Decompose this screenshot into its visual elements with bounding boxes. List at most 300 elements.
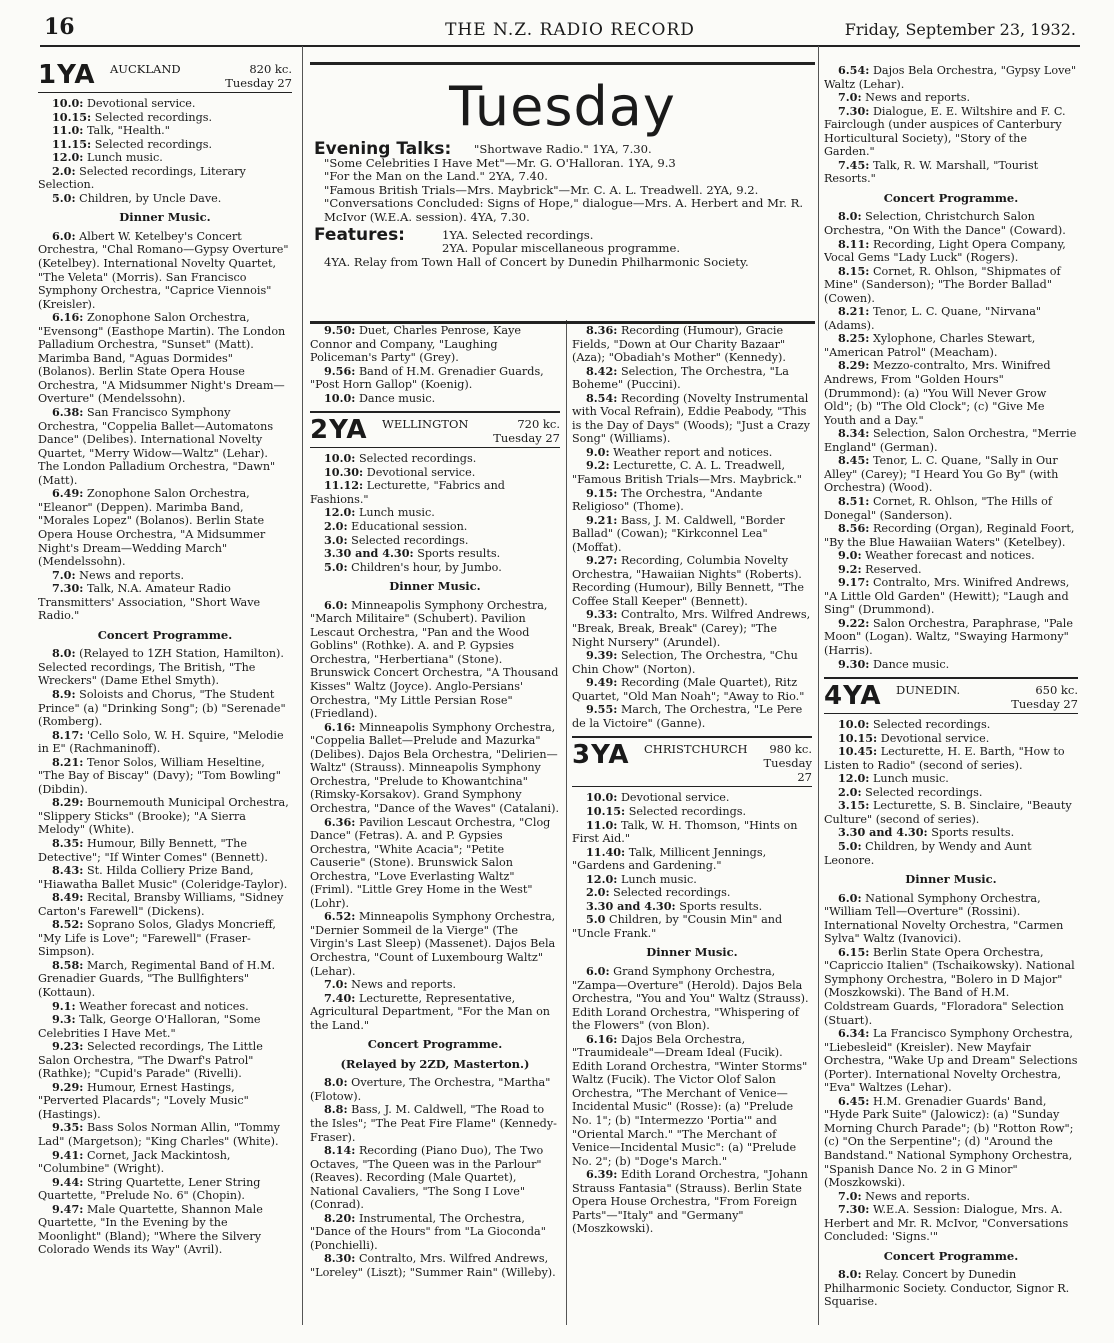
programme-entry: [572, 805, 812, 819]
station-header-3ya: [572, 742, 812, 787]
entry-time: 7.0:: [52, 567, 76, 582]
entry-time: 6.36:: [324, 814, 356, 829]
programme-entry: [310, 547, 560, 561]
entry-text: Selected recordings.: [358, 452, 477, 466]
entry-time: 6.0:: [586, 963, 610, 978]
entry-text: Humour, Billy Bennett, "The Detective"; "If Winter Comes" (Bennett).: [38, 836, 268, 864]
programme-entry: [38, 864, 292, 891]
programme-entry: [310, 599, 560, 721]
entry-time: 9.2:: [586, 458, 610, 473]
programme-entry: [38, 1040, 292, 1081]
programme-entry: [824, 549, 1078, 563]
entry-time: 9.27:: [586, 553, 618, 568]
entry-time: 8.14:: [324, 1143, 356, 1158]
entry-text: San Francisco Symphony Orchestra, "Coppelia Ballet—Automatons Dance" (Delibes). International Novelty Quartet, "Merry Widow—Waltz" (Lehar). The London Palladium Orchestra, "Dawn" (Matt).: [38, 406, 276, 487]
entry-text: Lecturette, S. B. Sinclaire, "Beauty Culture" (second of series).: [824, 799, 1072, 826]
entry-text: Dance music.: [872, 657, 950, 671]
programme-entry: [572, 446, 812, 460]
entry-time: 9.2:: [838, 561, 862, 576]
entry-time: 2.0:: [838, 784, 862, 799]
entry-text: Selected recordings.: [628, 804, 747, 818]
programme-entry: [38, 582, 292, 623]
entry-time: 6.0:: [324, 597, 348, 612]
programme-entry: [572, 703, 812, 730]
talk-item: "Some Celebrities I Have Met"—Mr. G. O'Halloran. 1YA, 9.3: [324, 155, 676, 170]
programme-entry: [572, 1168, 812, 1236]
entry-time: 9.47:: [52, 1201, 84, 1216]
entry-text: Weather forecast and notices.: [79, 999, 249, 1013]
station-call-sign: 3YA: [572, 740, 630, 771]
programme-entry: [38, 1000, 292, 1014]
entry-text: H.M. Grenadier Guards' Band, "Hyde Park Suite" (Jalowicz): (a) "Sunday Morning Church Parade"; (b) "Rotton Row"; (c) "On the Serpentine"; (d) "Around the Bandstand." National Symphony Orchestra, "Spanish Dance No. 2 in G Minor" (Moszkowski).: [824, 1094, 1074, 1190]
entry-text: Selection, The Orchestra, "Chu Chin Chow" (Norton).: [572, 649, 798, 676]
entry-time: 10.0:: [324, 451, 356, 466]
entry-text: Recording (Male Quartet), Ritz Quartet, "Old Man Noah"; "Away to Rio.": [572, 676, 805, 703]
entry-text: W.E.A. Session: Dialogue, Mrs. A. Herbert and Mr. R. McIvor, "Conversations Concluded: 'Signs.'": [824, 1203, 1069, 1244]
entry-time: 9.33:: [586, 607, 618, 622]
entry-time: 8.21:: [838, 304, 870, 319]
dinner-4ya: [824, 892, 1078, 1244]
programme-entry: [824, 799, 1078, 826]
entry-time: 7.0:: [324, 977, 348, 992]
entry-text: Lunch music.: [358, 506, 435, 520]
entry-time: 11.0:: [586, 817, 618, 832]
entry-text: Lecturette, Representative, Agricultural Department, "For the Man on the Land.": [310, 991, 551, 1032]
entry-time: 8.0:: [52, 646, 76, 661]
programme-entry: [824, 840, 1078, 867]
entry-text: Bournemouth Municipal Orchestra, "Slippery Sticks" (Brooke); "A Sierra Melody" (White).: [38, 796, 289, 837]
entry-text: Sports results.: [417, 547, 501, 561]
entry-text: March, The Orchestra, "Le Pere de la Victoire" (Ganne).: [572, 703, 803, 730]
programme-entry: [824, 427, 1078, 454]
programme-entry: [310, 1144, 560, 1212]
entry-time: 8.51:: [838, 493, 870, 508]
entry-time: 9.21:: [586, 512, 618, 527]
entry-time: 9.15:: [586, 485, 618, 500]
programme-entry: [310, 520, 560, 534]
section-heading: Concert Programme.: [97, 627, 233, 642]
entry-time: 6.52:: [324, 909, 356, 924]
programme-entry: [310, 479, 560, 506]
entry-text: Talk, N.A. Amateur Radio Transmitters' Association, "Short Wave Radio.": [38, 582, 261, 623]
entry-time: 12.0:: [838, 771, 870, 786]
entry-text: News and reports.: [865, 91, 971, 105]
programme-entry: [824, 105, 1078, 159]
programme-entry: [310, 561, 560, 575]
programme-entry: [38, 1081, 292, 1122]
entry-time: 10.0:: [324, 390, 356, 405]
entry-text: (Relayed to 1ZH Station, Hamilton). Selected recordings, The British, "The Wreckers" (Dame Ethel Smyth).: [38, 647, 284, 688]
entry-text: Educational session.: [351, 520, 468, 534]
entry-text: Selection, Salon Orchestra, "Merrie England" (German).: [824, 427, 1077, 454]
tuesday-summary-box: [310, 62, 815, 324]
station-header-2ya: [310, 417, 560, 448]
entry-time: 8.17:: [52, 727, 84, 742]
programme-entry: [572, 846, 812, 873]
station-city: WELLINGTON: [382, 417, 469, 432]
entry-time: 9.49:: [586, 675, 618, 690]
entry-text: Sports results.: [931, 826, 1015, 840]
entry-time: 8.42:: [586, 363, 618, 378]
entry-text: Xylophone, Charles Stewart, "American Patrol" (Meacham).: [824, 332, 1036, 359]
evening-talks-label: Evening Talks:: [314, 139, 452, 159]
entry-time: 11.12:: [324, 478, 364, 493]
entry-time: 10.0:: [586, 790, 618, 805]
header-rule: [40, 45, 1080, 47]
programme-entry: [824, 718, 1078, 732]
entry-text: Edith Lorand Orchestra, "Johann Strauss Fantasia" (Strauss). Berlin State Opera House Orchestra, "From Foreign Parts"—"Italy" and "Germany" (Moszkowski).: [572, 1168, 808, 1236]
entry-time: 7.45:: [838, 157, 870, 172]
programme-entry: [824, 238, 1078, 265]
programme-entry: [38, 688, 292, 729]
entry-time: 11.15:: [52, 136, 92, 151]
entry-time: 10.15:: [586, 803, 626, 818]
entry-text: Selected recordings.: [613, 886, 731, 900]
entry-text: La Francisco Symphony Orchestra, "Liebesleid" (Kreisler). New Mayfair Orchestra, "Wake Up and Dream" Selections (Porter). International Novelty Orchestra, "Eva" Waltzes (Lehar).: [824, 1027, 1078, 1095]
programme-entry: [572, 365, 812, 392]
entry-time: 9.44:: [52, 1174, 84, 1189]
programme-entry: [38, 192, 292, 206]
entry-time: 7.30:: [838, 103, 870, 118]
programme-entry: [310, 978, 560, 992]
programme-entry: [824, 786, 1078, 800]
entry-time: 2.0:: [52, 163, 76, 178]
entry-text: Band of H.M. Grenadier Guards, "Post Horn Gallop" (Koenig).: [310, 364, 544, 392]
programme-entry: [310, 721, 560, 816]
dinner-1ya: [38, 230, 292, 623]
concert-3ya: [824, 210, 1078, 671]
programme-entry: [310, 466, 560, 480]
programme-entry: [310, 816, 560, 911]
entry-text: Bass Solos Norman Allin, "Tommy Lad" (Margetson); "King Charles" (White).: [38, 1121, 280, 1149]
programme-entry: [572, 676, 812, 703]
programme-entry: [310, 1076, 560, 1103]
programme-entry: [824, 454, 1078, 495]
entry-text: Selected recordings.: [351, 533, 469, 547]
entry-text: Cornet, Jack Mackintosh, "Columbine" (Wright).: [38, 1148, 231, 1176]
station-day: Tuesday 27: [763, 756, 812, 785]
station-city: DUNEDIN.: [896, 683, 961, 698]
entry-time: 6.34:: [838, 1026, 870, 1041]
programme-entry: [38, 959, 292, 1000]
programme-entry: [38, 837, 292, 864]
programme-entry: [824, 892, 1078, 946]
entry-text: Bass, J. M. Caldwell, "The Road to the Isles"; "The Peat Fire Flame" (Kennedy-Fraser).: [310, 1103, 557, 1144]
station-call-sign: 2YA: [310, 415, 368, 446]
programme-entry: [38, 230, 292, 311]
entry-time: 8.0:: [838, 1267, 862, 1282]
entry-text: Selected recordings.: [94, 137, 213, 151]
entry-time: 8.54:: [586, 390, 618, 405]
entry-time: 8.49:: [52, 890, 84, 905]
programme-entry: [310, 324, 560, 365]
entry-time: 9.1:: [52, 998, 76, 1013]
entry-time: 9.35:: [52, 1120, 84, 1135]
entry-time: 3.30 and 4.30:: [838, 825, 928, 840]
entry-time: 8.20:: [324, 1210, 356, 1225]
programme-entry: [824, 617, 1078, 658]
entry-time: 6.54:: [838, 64, 870, 77]
entry-time: 8.15:: [838, 263, 870, 278]
entries-4ya: [824, 718, 1078, 867]
programme-entry: [572, 514, 812, 555]
entry-time: 9.30:: [838, 656, 870, 671]
programme-entry: [824, 332, 1078, 359]
station-call-sign: 1YA: [38, 62, 96, 90]
column-divider: [818, 46, 819, 1325]
masthead: THE N.Z. RADIO RECORD: [445, 20, 695, 40]
section-heading: Dinner Music.: [646, 945, 738, 960]
programme-entry: [824, 305, 1078, 332]
entry-text: Grand Symphony Orchestra, "Zampa—Overture" (Herold). Dajos Bela Orchestra, "You and You" Waltz (Strauss). Edith Lorand Orchestra, "Whispering of the Flowers" (von Blon).: [572, 964, 809, 1033]
entry-text: National Symphony Orchestra, "William Tell—Overture" (Rossini). International Novelty Orchestra, "Carmen Sylva" Waltz (Ivanovici).: [824, 891, 1064, 946]
dinner-2ya: [310, 599, 560, 1033]
programme-entry: [38, 1203, 292, 1257]
programme-entry: [310, 452, 560, 466]
relay-note: (Relayed by 2ZD, Masterton.): [340, 1056, 530, 1071]
entry-text: Tenor Solos, William Heseltine, "The Bay of Biscay" (Davy); "Tom Bowling" (Dibdin).: [38, 755, 281, 796]
entry-text: Albert W. Ketelbey's Concert Orchestra, "Chal Romano—Gypsy Overture" (Ketelbey). International Novelty Quartet, "The Veleta" (Morris). San Francisco Symphony Orchestra, "Caprice Viennois" (Kreisler).: [38, 229, 289, 311]
entry-text: Cornet, R. Ohlson, "Shipmates of Mine" (Sanderson); "The Border Ballad" (Cowen).: [824, 264, 1061, 305]
programme-entry: [824, 576, 1078, 617]
entry-time: 9.56:: [324, 363, 356, 378]
section-heading: Dinner Music.: [389, 579, 481, 594]
entry-text: Contralto, Mrs. Winifred Andrews, "A Little Old Garden" (Hewitt); "Laugh and Sing" (Drummond).: [824, 576, 1070, 617]
programme-entry: [824, 658, 1078, 672]
entry-time: 6.0:: [838, 890, 862, 905]
entry-time: 9.41:: [52, 1147, 84, 1162]
entry-text: Selected recordings.: [94, 110, 213, 124]
concert-2ya-part2: [572, 324, 812, 730]
entry-text: Zonophone Salon Orchestra, "Eleanor" (Deppen). Marimba Band, "Morales Lopez" (Bolanos). Berlin State Opera House Orchestra, "A Midsummer Night's Dream—Wedding March" (Mendelssohn).: [38, 487, 266, 569]
entry-time: 10.30:: [324, 464, 364, 479]
entry-time: 7.0:: [838, 1188, 862, 1203]
programme-entry: [572, 649, 812, 676]
day-title: Tuesday: [449, 75, 676, 138]
station-day: Tuesday 27: [225, 76, 292, 90]
entry-time: 7.0:: [838, 90, 862, 105]
entry-text: Children, by Uncle Dave.: [79, 191, 222, 205]
programme-entry: [824, 563, 1078, 577]
programme-entry: [572, 392, 812, 446]
programme-entry: [824, 522, 1078, 549]
entry-time: 9.39:: [586, 648, 618, 663]
programme-entry: [824, 1095, 1078, 1190]
entry-text: Minneapolis Symphony Orchestra, "Dernier Sommeil de la Vierge" (The Virgin's Last Sleep) (Massenet). Dajos Bela Orchestra, "Count of Luxembourg Waltz" (Lehar).: [310, 910, 556, 978]
entry-text: Recording (Piano Duo), The Two Octaves, "The Queen was in the Parlour" (Reaves). Recording (Male Quartet), National Cavaliers, "The Song I Love" (Conrad).: [310, 1144, 544, 1212]
entry-time: 5.0: [586, 912, 606, 927]
programme-entry: [824, 91, 1078, 105]
entry-text: News and reports.: [865, 1189, 971, 1203]
talk-item: "Conversations Concluded: Signs of Hope," dialogue—Mrs. A. Herbert and Mr. R. McIvor (W.E.A. session). 4YA, 7.30.: [324, 196, 804, 224]
entry-text: Lecturette, "Fabrics and Fashions.": [310, 479, 505, 506]
column-4: [824, 64, 1078, 1330]
station-day: Tuesday 27: [1011, 697, 1078, 712]
entry-time: 5.0:: [838, 838, 862, 853]
entry-text: Bass, J. M. Caldwell, "Border Ballad" (Cowan); "Kirkconnel Lea" (Moffat).: [572, 513, 785, 554]
entry-text: Salon Orchestra, Paraphrase, "Pale Moon" (Logan). Waltz, "Swaying Harmony" (Harris).: [824, 616, 1073, 657]
page-number: 16: [44, 14, 75, 40]
programme-entry: [38, 138, 292, 152]
programme-entry: [824, 495, 1078, 522]
programme-entry: [824, 745, 1078, 772]
station-city: CHRISTCHURCH: [644, 742, 748, 757]
programme-entry: [572, 873, 812, 887]
programme-entry: [572, 324, 812, 365]
entry-text: Soprano Solos, Gladys Moncrieff, "My Life is Love"; "Farewell" (Fraser-Simpson).: [38, 918, 276, 959]
entry-time: 8.9:: [52, 686, 76, 701]
entry-time: 6.45:: [838, 1093, 870, 1108]
programme-entry: [310, 1252, 560, 1279]
features-label: Features:: [314, 224, 405, 245]
entry-text: Devotional service.: [86, 97, 196, 110]
entry-time: 8.0:: [838, 209, 862, 224]
programme-entry: [572, 554, 812, 608]
entry-time: 8.35:: [52, 835, 84, 850]
programme-entry: [38, 796, 292, 837]
station-frequency: 650 kc.: [1035, 683, 1078, 698]
feature-item: 4YA. Relay from Town Hall of Concert by Dunedin Philharmonic Society.: [324, 254, 749, 269]
entry-time: 6.16:: [324, 719, 356, 734]
concert-4ya: [824, 1268, 1078, 1309]
entry-text: Recital, Bransby Williams, "Sidney Carton's Farewell" (Dickens).: [38, 891, 284, 918]
entry-time: 11.40:: [586, 844, 626, 859]
programme-entry: [38, 406, 292, 487]
entry-text: 'Cello Solo, W. H. Squire, "Melodie in E" (Rachmaninoff).: [38, 728, 284, 756]
entry-time: 9.50:: [324, 324, 356, 337]
entry-text: Minneapolis Symphony Orchestra, "March Militaire" (Schubert). Pavilion Lescaut Orchestra, "Pan and the Wood Goblins" (Rothke). A. and P. Gypsies Orchestra, "Herbertiana" (Stone). Brunswick Concert Orchestra, "A Thousand Kisses" Waltz (Joyce). Anglo-Persians' Orchestra, "My Little Persian Rose" (Friedland).: [310, 598, 559, 721]
entry-text: Lunch music.: [872, 772, 949, 786]
programme-entry: [310, 992, 560, 1033]
entry-time: 6.15:: [838, 944, 870, 959]
entry-text: Devotional service.: [366, 465, 476, 479]
entry-text: Talk, "Health.": [86, 124, 170, 138]
entry-time: 8.36:: [586, 324, 618, 337]
programme-entry: [572, 487, 812, 514]
entry-text: Instrumental, The Orchestra, "Dance of the Hours" from "La Gioconda" (Ponchielli).: [310, 1211, 546, 1252]
entry-time: 2.0:: [586, 885, 610, 900]
programme-entry: [38, 569, 292, 583]
entry-time: 8.56:: [838, 521, 870, 536]
entry-text: Recording (Novelty Instrumental with Vocal Refrain), Eddie Peabody, "This is the Day of Days" (Woods); "Just a Crazy Song" (Williams).: [572, 391, 810, 446]
section-heading: Concert Programme.: [367, 1037, 503, 1052]
station-frequency: 720 kc.: [517, 417, 560, 432]
programme-entry: [824, 210, 1078, 237]
entry-text: Lecturette, C. A. L. Treadwell, "Famous British Trials—Mrs. Maybrick.": [572, 459, 802, 487]
entry-time: 9.3:: [52, 1012, 76, 1027]
entry-time: 8.29:: [838, 358, 870, 373]
entry-text: Cornet, R. Ohlson, "The Hills of Donegal" (Sanderson).: [824, 494, 1052, 522]
programme-entry: [38, 756, 292, 797]
entry-time: 3.15:: [838, 798, 870, 813]
entry-text: Talk, Millicent Jennings, "Gardens and Gardening.": [572, 845, 767, 873]
programme-entry: [38, 97, 292, 111]
entry-time: 8.52:: [52, 917, 84, 932]
programme-entry: [310, 506, 560, 520]
programme-entry: [38, 111, 292, 125]
talk-item: "For the Man on the Land." 2YA, 7.40.: [324, 169, 548, 184]
entry-text: News and reports.: [351, 978, 457, 992]
entry-text: Contralto, Mrs. Wilfred Andrews, "Break, Break, Break" (Carey); "The Night Nursery" (Arundel).: [572, 608, 811, 649]
programme-entry: [572, 886, 812, 900]
programme-entry: [310, 1103, 560, 1144]
entry-text: St. Hilda Colliery Prize Band, "Hiawatha Ballet Music" (Coleridge-Taylor).: [38, 864, 288, 891]
entries-1ya: [38, 97, 292, 205]
column-2: [310, 324, 560, 1330]
entry-text: Selected recordings.: [865, 785, 983, 799]
entry-time: 6.39:: [586, 1167, 618, 1182]
entry-time: 8.30:: [324, 1251, 356, 1266]
programme-entry: [38, 487, 292, 568]
entry-time: 9.22:: [838, 615, 870, 630]
entry-time: 8.11:: [838, 236, 870, 251]
programme-entry: [38, 1013, 292, 1040]
entry-text: Tenor, L. C. Quane, "Sally in Our Alley" (Carey); "I Heard You Go By" (with Orchestra) (Wood).: [824, 454, 1059, 495]
programme-entry: [38, 1121, 292, 1148]
section-heading: Dinner Music.: [119, 210, 211, 225]
entry-time: 8.21:: [52, 754, 84, 769]
concert-2ya-part1: [310, 1076, 560, 1279]
programme-entry: [38, 729, 292, 756]
continued-3ya: [824, 64, 1078, 186]
entry-text: Recording (Organ), Reginald Foort, "By the Blue Hawaiian Waters" (Ketelbey).: [824, 522, 1075, 549]
station-call-sign: 4YA: [824, 681, 882, 712]
entry-text: Selected recordings, The Little Salon Orchestra, "The Dwarf's Patrol" (Rathke); "Cupid's Parade" (Rivelli).: [38, 1040, 263, 1081]
entry-time: 3.30 and 4.30:: [586, 898, 676, 913]
entry-text: Mezzo-contralto, Mrs. Winifred Andrews, From "Golden Hours" (Drummond): (a) "You Will Never Grow Old"; (b) "The Old Clock"; (c) "Give Me Youth and a Day.": [824, 359, 1051, 427]
entry-time: 8.34:: [838, 426, 870, 441]
station-frequency: 820 kc.: [249, 62, 292, 76]
station-header-1ya: [38, 62, 292, 93]
programme-entry: [572, 965, 812, 1033]
programme-entry: [310, 392, 560, 406]
entry-time: 12.0:: [586, 871, 618, 886]
programme-entry: [38, 647, 292, 688]
entry-time: 9.55:: [586, 702, 618, 717]
entry-text: Male Quartette, Shannon Male Quartette, "In the Evening by the Moonlight" (Bland); "Where the Silvery Colorado Wends its Way" (Avril).: [38, 1202, 263, 1257]
entry-text: Zonophone Salon Orchestra, "Evensong" (Easthope Martin). The London Palladium Orchestra, "Sunset" (Matt). Marimba Band, "Aguas Dormides" (Bolanos). Berlin State Opera House Orchestra, "A Midsummer Night's Dream—Overture" (Mendelssohn).: [38, 311, 286, 406]
entry-time: 7.30:: [838, 1202, 870, 1217]
programme-entry: [310, 365, 560, 392]
entry-time: 5.0:: [52, 190, 76, 205]
entry-text: Recording (Humour), Gracie Fields, "Down at Our Charity Bazaar" (Aza); "Obadiah's Mother" (Kennedy).: [572, 324, 786, 365]
programme-entry: [572, 913, 812, 940]
entry-text: News and reports.: [79, 568, 185, 582]
entry-text: Lunch music.: [86, 151, 163, 165]
entry-text: Humour, Ernest Hastings, "Perverted Placards"; "Lovely Music" (Hastings).: [38, 1080, 249, 1121]
programme-entry: [38, 124, 292, 138]
entry-text: String Quartette, Lener String Quartette, "Prelude No. 6" (Chopin).: [38, 1175, 261, 1203]
programme-entry: [824, 946, 1078, 1027]
entry-text: Selected recordings, Literary Selection.: [38, 164, 246, 192]
programme-entry: [572, 459, 812, 486]
entry-text: Soloists and Chorus, "The Student Prince" (a) "Drinking Song"; (b) "Serenade" (Romberg).: [38, 687, 286, 729]
programme-entry: [824, 359, 1078, 427]
entry-text: Talk, R. W. Marshall, "Tourist Resorts.": [824, 158, 1039, 186]
entry-text: Relay. Concert by Dunedin Philharmonic Society. Conductor, Signor R. Squarise.: [824, 1268, 1070, 1309]
column-divider: [566, 320, 567, 1325]
programme-entry: [824, 1027, 1078, 1095]
programme-entry: [310, 534, 560, 548]
entry-time: 8.45:: [838, 453, 870, 468]
programme-entry: [38, 891, 292, 918]
programme-entry: [572, 1033, 812, 1168]
station-day: Tuesday 27: [493, 431, 560, 446]
entry-time: 10.15:: [838, 730, 878, 745]
entry-time: 3.0:: [324, 532, 348, 547]
entry-text: Talk, W. H. Thomson, "Hints on First Aid.": [572, 818, 798, 846]
entry-time: 10.45:: [838, 744, 878, 759]
